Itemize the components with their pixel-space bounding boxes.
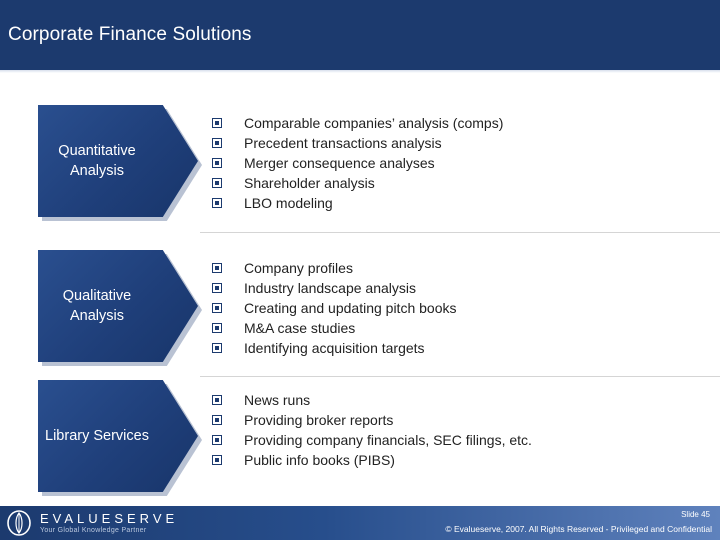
list-item-text: Merger consequence analyses bbox=[244, 155, 435, 171]
list-item bbox=[212, 298, 456, 318]
list-item-text: Identifying acquisition targets bbox=[244, 340, 425, 356]
list-item bbox=[212, 318, 456, 338]
list-item bbox=[212, 133, 503, 153]
list-item bbox=[212, 113, 503, 133]
list-item bbox=[212, 258, 456, 278]
bullet-list bbox=[212, 390, 532, 470]
square-bullet-icon bbox=[212, 455, 222, 465]
bullet-list bbox=[212, 113, 503, 213]
list-item-text: Public info books (PIBS) bbox=[244, 452, 395, 468]
square-bullet-icon bbox=[212, 263, 222, 273]
square-bullet-icon bbox=[212, 395, 222, 405]
list-item-text: Precedent transactions analysis bbox=[244, 135, 442, 151]
square-bullet-icon bbox=[212, 118, 222, 128]
list-item bbox=[212, 153, 503, 173]
list-item-text: LBO modeling bbox=[244, 195, 333, 211]
list-item bbox=[212, 193, 503, 213]
list-item-text: Providing company financials, SEC filings, etc. bbox=[244, 432, 532, 448]
arrow-shape bbox=[38, 105, 198, 217]
square-bullet-icon bbox=[212, 323, 222, 333]
list-item bbox=[212, 450, 532, 470]
slide-title: Corporate Finance Solutions bbox=[8, 24, 252, 45]
slide-footer bbox=[0, 506, 720, 540]
list-item-text: Company profiles bbox=[244, 260, 353, 276]
arrow-label: Quantitative Analysis bbox=[58, 143, 136, 179]
square-bullet-icon bbox=[212, 198, 222, 208]
list-item-text: Comparable companies’ analysis (comps) bbox=[244, 115, 504, 131]
list-item bbox=[212, 278, 456, 298]
square-bullet-icon bbox=[212, 158, 222, 168]
bullet-list bbox=[212, 258, 456, 358]
square-bullet-icon bbox=[212, 415, 222, 425]
list-item-text: Industry landscape analysis bbox=[244, 280, 416, 296]
list-item-text: News runs bbox=[244, 392, 311, 408]
square-bullet-icon bbox=[212, 283, 222, 293]
section-divider bbox=[200, 376, 720, 377]
evalueserve-logo-icon bbox=[6, 509, 32, 537]
list-item-text: Providing broker reports bbox=[244, 412, 394, 428]
arrow-shape bbox=[38, 380, 198, 492]
slide-number: Slide 45 bbox=[681, 510, 710, 519]
list-item-text: M&A case studies bbox=[244, 320, 356, 336]
arrow-shape bbox=[38, 250, 198, 362]
square-bullet-icon bbox=[212, 178, 222, 188]
slide-header bbox=[0, 0, 720, 70]
square-bullet-icon bbox=[212, 435, 222, 445]
list-item bbox=[212, 390, 532, 410]
list-item-text: Shareholder analysis bbox=[244, 175, 375, 191]
arrow-label: Library Services bbox=[45, 428, 149, 444]
logo-name: EVALUESERVE bbox=[40, 511, 179, 526]
list-item-text: Creating and updating pitch books bbox=[244, 300, 457, 316]
list-item bbox=[212, 338, 456, 358]
square-bullet-icon bbox=[212, 138, 222, 148]
list-item bbox=[212, 173, 503, 193]
square-bullet-icon bbox=[212, 343, 222, 353]
square-bullet-icon bbox=[212, 303, 222, 313]
arrow-label: Qualitative Analysis bbox=[62, 288, 132, 324]
list-item bbox=[212, 410, 532, 430]
header-rule bbox=[0, 70, 720, 73]
section-divider bbox=[200, 232, 720, 233]
list-item bbox=[212, 430, 532, 450]
logo-tagline: Your Global Knowledge Partner bbox=[40, 527, 147, 534]
copyright-notice: © Evalueserve, 2007. All Rights Reserved - Privileged and Confidential bbox=[445, 524, 712, 534]
